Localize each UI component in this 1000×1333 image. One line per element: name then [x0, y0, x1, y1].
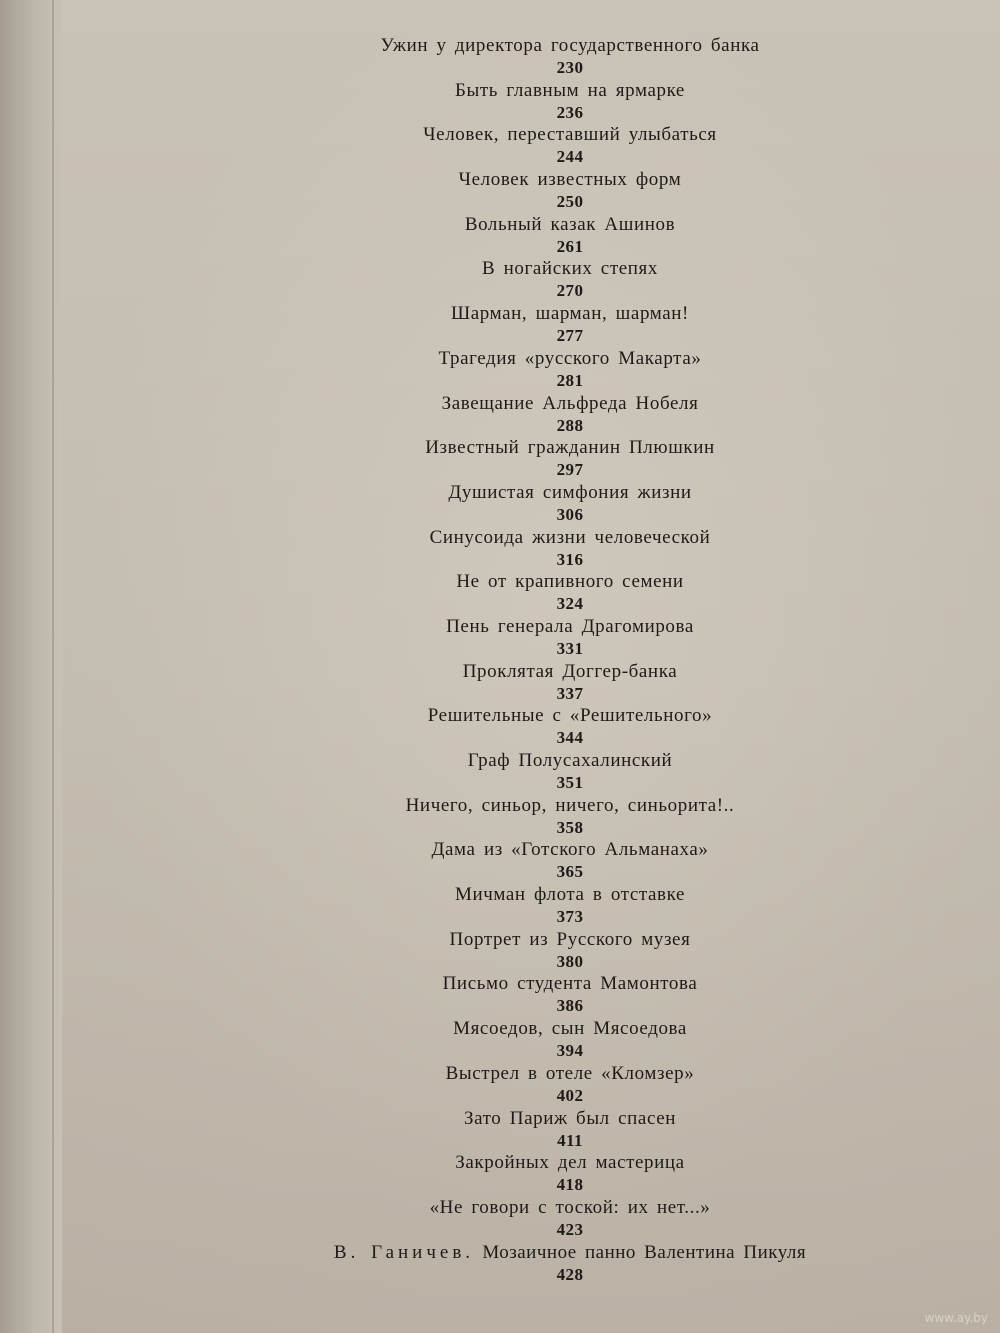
toc-entry-page: 250 — [556, 192, 584, 212]
toc-entry-page: 411 — [557, 1130, 583, 1150]
toc-entry-page: 386 — [556, 996, 584, 1016]
toc-entry-title: Быть главным на ярмарке — [455, 79, 685, 101]
toc-entry-page: 297 — [556, 460, 584, 480]
toc-entry-title: Человек, переставший улыбаться — [423, 124, 717, 146]
toc-afterword-entry — [120, 1241, 1000, 1286]
toc-entry-page: 270 — [556, 281, 584, 301]
toc-entry-title: Человек известных форм — [458, 169, 682, 191]
toc-entry-title: Не от крапивного семени — [456, 571, 684, 593]
toc-entry-page: 230 — [556, 58, 584, 77]
toc-entry-page: 418 — [556, 1175, 584, 1195]
toc-entry-page: 358 — [556, 817, 584, 837]
toc-entry-page: 394 — [556, 1041, 584, 1061]
toc-entry-title: Граф Полусахалинский — [467, 750, 673, 771]
toc-entry — [120, 928, 1000, 973]
toc-entry — [120, 972, 1000, 1017]
toc-entry — [120, 213, 1000, 258]
afterword-title: Мозаичное панно Валентина Пикуля — [482, 1241, 807, 1263]
toc-entry-title: Известный гражданин Плюшкин — [425, 437, 715, 459]
toc-entry-title: Пень генерала Драгомирова — [446, 615, 694, 637]
toc-entry-title: Душистая симфония жизни — [448, 481, 692, 503]
table-of-contents — [120, 34, 1000, 1285]
toc-entry-page: 402 — [556, 1085, 584, 1105]
toc-entry-title: Мичман флота в отставке — [454, 884, 686, 906]
toc-entry — [120, 660, 1000, 705]
toc-entry — [120, 1196, 1000, 1241]
toc-entry-page: 316 — [556, 549, 584, 569]
toc-entry — [120, 392, 1000, 437]
toc-entry — [120, 79, 1000, 124]
toc-entry-title: Зато Париж был спасен — [463, 1107, 677, 1129]
toc-entry-page: 306 — [556, 504, 584, 524]
toc-entry-title: В ногайских степях — [482, 258, 658, 280]
toc-entry-page: 244 — [556, 147, 584, 167]
toc-entry — [120, 526, 1000, 571]
toc-entry-page: 365 — [556, 862, 584, 882]
toc-entry — [120, 436, 1000, 481]
toc-entry — [120, 704, 1000, 749]
toc-entry-title: Шарман, шарман, шарман! — [451, 303, 689, 325]
toc-entry-page: 277 — [556, 326, 584, 346]
toc-entry-page: 351 — [556, 773, 584, 792]
toc-entry-page: 261 — [556, 236, 584, 256]
toc-entry-page: 423 — [556, 1219, 584, 1239]
toc-entry — [120, 168, 1000, 213]
toc-entry-page: 380 — [556, 951, 584, 971]
afterword-author: В. Ганичев. — [333, 1241, 475, 1263]
toc-entry-page: 288 — [556, 415, 584, 435]
toc-entry-page: 281 — [556, 370, 584, 390]
toc-entry — [120, 302, 1000, 347]
toc-entry-title: Ужин у директора государственного банка — [380, 35, 760, 56]
toc-entry — [120, 481, 1000, 526]
toc-entry-title: Мясоедов, сын Мясоедова — [453, 1018, 687, 1040]
toc-entry-page: 331 — [556, 638, 584, 658]
toc-entry — [120, 749, 1000, 794]
toc-entry — [120, 347, 1000, 392]
toc-entry — [120, 1017, 1000, 1062]
toc-entry — [120, 1151, 1000, 1196]
toc-entry — [120, 1062, 1000, 1107]
toc-entry-page: 324 — [556, 594, 584, 614]
toc-entry-title: Дама из «Готского Альманаха» — [431, 839, 709, 861]
toc-entry-title: «Не говори с тоской: их нет...» — [429, 1196, 711, 1218]
toc-entry — [120, 570, 1000, 615]
toc-entry — [120, 1107, 1000, 1152]
toc-entry — [120, 794, 1000, 839]
toc-entry — [120, 34, 1000, 79]
toc-entry — [120, 615, 1000, 660]
toc-entry-title: Выстрел в отеле «Кломзер» — [445, 1062, 695, 1084]
toc-entry-title: Синусоида жизни человеческой — [429, 526, 711, 548]
toc-entry-title: Вольный казак Ашинов — [464, 213, 676, 235]
toc-entry-title: Решительные с «Решительного» — [427, 705, 713, 727]
toc-entry — [120, 123, 1000, 168]
toc-entry-title: Ничего, синьор, ничего, синьорита!.. — [405, 794, 735, 816]
toc-entry-page: 337 — [556, 683, 584, 703]
toc-entry-title: Портрет из Русского музея — [449, 928, 691, 950]
toc-entry — [120, 838, 1000, 883]
toc-entry-title: Завещание Альфреда Нобеля — [441, 392, 699, 414]
toc-entry-title: Трагедия «русского Макарта» — [438, 347, 702, 369]
watermark: www.ay.by — [924, 1311, 988, 1325]
page-fold-line — [52, 0, 54, 1333]
toc-entry-page: 344 — [556, 728, 584, 748]
toc-entry — [120, 883, 1000, 928]
toc-entry-title: Проклятая Доггер-банка — [462, 660, 678, 682]
toc-entry-title: Письмо студента Мамонтова — [442, 973, 698, 995]
toc-entry-page: 236 — [556, 102, 584, 122]
toc-entry-title: Закройных дел мастерица — [455, 1152, 685, 1174]
toc-entry — [120, 257, 1000, 302]
toc-entry-page: 373 — [556, 907, 584, 927]
afterword-page: 428 — [556, 1264, 584, 1284]
